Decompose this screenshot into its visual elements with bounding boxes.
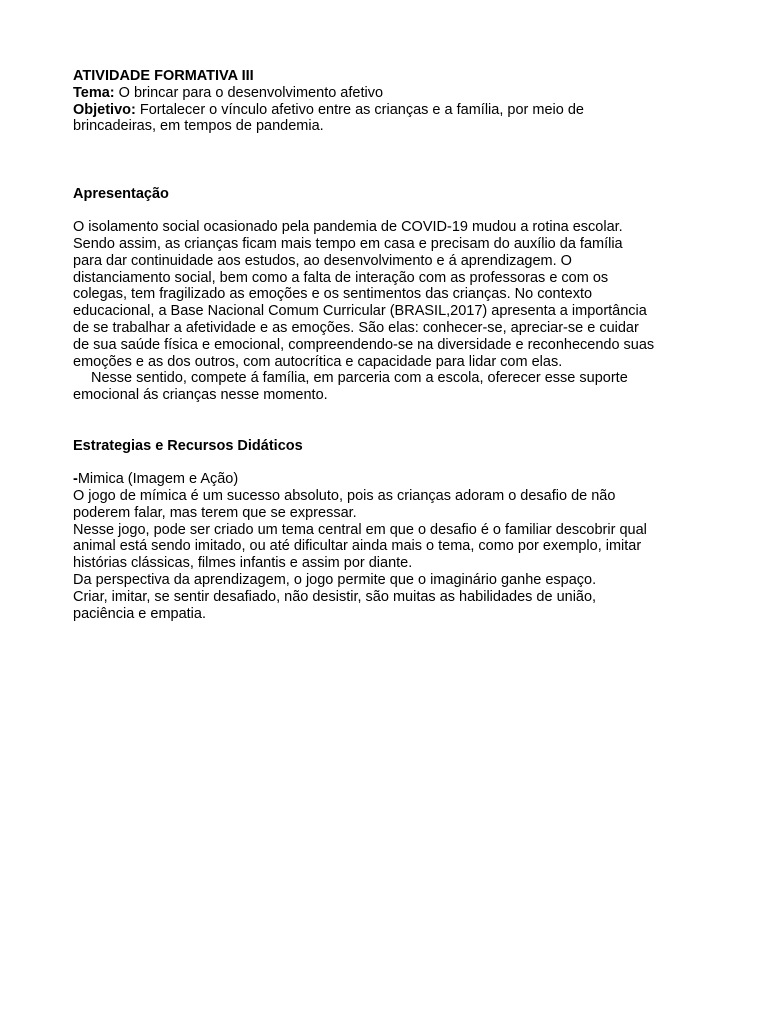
document-title: ATIVIDADE FORMATIVA III bbox=[73, 68, 254, 84]
estrategias-heading: Estrategias e Recursos Didáticos bbox=[73, 437, 303, 454]
paragraph-line: educacional, a Base Nacional Comum Curricular (BRASIL,2017) apresenta a importância bbox=[73, 303, 647, 320]
paragraph-line: de se trabalhar a afetividade e as emoções. São elas: conhecer-se, apreciar-se e cuidar bbox=[73, 319, 639, 336]
objetivo-line bbox=[73, 102, 713, 119]
paragraph-line: Da perspectiva da aprendizagem, o jogo permite que o imaginário ganhe espaço. bbox=[73, 571, 597, 588]
paragraph-line: paciência e empatia. bbox=[73, 605, 206, 622]
apresentacao-paragraph-1 bbox=[73, 219, 713, 370]
paragraph-line: emoções e as dos outros, com autocrítica e capacidade para lidar com elas. bbox=[73, 353, 563, 370]
objetivo-label: Objetivo: bbox=[73, 101, 136, 118]
estrategias-body bbox=[73, 488, 713, 622]
objetivo-value: Fortalecer o vínculo afetivo entre as crianças e a família, por meio de bbox=[135, 101, 584, 118]
item-dash: - bbox=[73, 471, 78, 488]
item-title-text: Mimica (Imagem e Ação) bbox=[77, 471, 239, 488]
tema-label: Tema: bbox=[73, 84, 115, 101]
paragraph-line: colegas, tem fragilizado as emoções e os sentimentos das crianças. No contexto bbox=[73, 286, 593, 303]
paragraph-line: para dar continuidade aos estudos, ao desenvolvimento e á aprendizagem. O bbox=[73, 252, 572, 269]
paragraph-line: de sua saúde física e emocional, compreendendo-se na diversidade e reconhecendo suas bbox=[73, 336, 655, 353]
paragraph-line: Sendo assim, as crianças ficam mais tempo em casa e precisam do auxílio da família bbox=[73, 235, 623, 252]
document-page bbox=[73, 68, 713, 622]
paragraph-line: Criar, imitar, se sentir desafiado, não desistir, são muitas as habilidades de união, bbox=[73, 588, 597, 605]
tema-value: O brincar para o desenvolvimento afetivo bbox=[114, 84, 384, 101]
paragraph-line: animal está sendo imitado, ou até dificultar ainda mais o tema, como por exemplo, imitar bbox=[73, 538, 642, 555]
paragraph-line: histórias clássicas, filmes infantis e assim por diante. bbox=[73, 555, 413, 572]
paragraph-line: distanciamento social, bem como a falta de interação com as professoras e com os bbox=[73, 269, 609, 286]
paragraph-line: poderem falar, mas terem que se expressar. bbox=[73, 504, 357, 521]
mimica-item-title bbox=[73, 471, 713, 488]
paragraph-line: O jogo de mímica é um sucesso absoluto, pois as crianças adoram o desafio de não bbox=[73, 487, 616, 504]
paragraph-line: O isolamento social ocasionado pela pandemia de COVID-19 mudou a rotina escolar. bbox=[73, 219, 623, 236]
paragraph-line: Nesse jogo, pode ser criado um tema central em que o desafio é o familiar descobrir qual bbox=[73, 521, 647, 538]
apresentacao-heading: Apresentação bbox=[73, 185, 169, 202]
paragraph-line: emocional ás crianças nesse momento. bbox=[73, 387, 328, 404]
objetivo-continuation: brincadeiras, em tempos de pandemia. bbox=[73, 118, 324, 135]
apresentacao-paragraph-2 bbox=[73, 370, 713, 404]
paragraph-line: Nesse sentido, compete á família, em parceria com a escola, oferecer esse suporte bbox=[91, 370, 628, 387]
tema-line bbox=[73, 85, 713, 102]
